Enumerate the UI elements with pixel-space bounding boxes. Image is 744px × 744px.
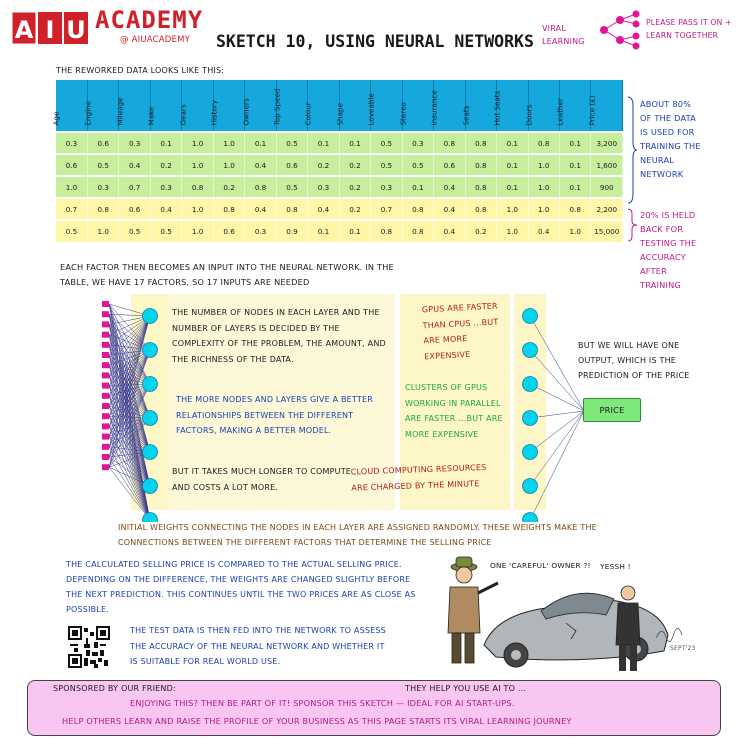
sponsor-label: SPONSORED BY OUR FRIEND:	[53, 684, 176, 693]
table-row	[56, 176, 623, 198]
table-cell: 0.8	[213, 198, 244, 220]
table-cell: 0.1	[560, 176, 591, 198]
testing-brace	[627, 208, 637, 242]
column-header-label: Age	[51, 111, 61, 126]
input-node	[102, 413, 109, 419]
test-data-note: THE TEST DATA IS THEN FED INTO THE NETWORK TO ASSESS THE ACCURACY OF THE NEURAL NETWORK AND WHETHER IT IS SUITABLE FOR REAL WORLD USE.	[130, 626, 386, 666]
column-header-label: Seats	[461, 105, 471, 126]
svg-text:U: U	[66, 16, 86, 44]
column-header-label: Doors	[524, 104, 534, 126]
column-header-label: Hot Seats	[492, 90, 502, 126]
table-cell: 0.8	[528, 132, 559, 154]
table-cell: 1.0	[560, 220, 591, 242]
table-cell: 1.0	[182, 220, 213, 242]
table-cell: 0.1	[560, 132, 591, 154]
input-node	[102, 454, 109, 460]
viral-network-icon	[598, 8, 644, 52]
hidden-node	[523, 343, 538, 358]
table-cell: 0.4	[434, 220, 465, 242]
speech-careful-owner: ONE 'CAREFUL' OWNER ?!	[490, 561, 591, 570]
table-cell: 0.2	[150, 154, 181, 176]
table-cell: 0.3	[56, 132, 87, 154]
table-cell: 0.8	[465, 132, 496, 154]
table-cell: 0.8	[245, 176, 276, 198]
table-cell: 0.7	[56, 198, 87, 220]
price-output-node: PRICE	[583, 398, 641, 422]
gpu-note: GPUS ARE FASTER THAN CPUS ...BUT ARE MORE EXPENSIVE	[421, 301, 499, 361]
table-cell: 0.8	[465, 176, 496, 198]
table-cell: 1.0	[528, 198, 559, 220]
table-cell: 0.6	[119, 198, 150, 220]
svg-text:A: A	[14, 16, 34, 44]
table-intro: THE REWORKED DATA LOOKS LIKE THIS:	[56, 66, 225, 75]
table-cell: 1.0	[56, 176, 87, 198]
table-cell: 0.4	[434, 198, 465, 220]
column-header	[83, 80, 118, 132]
table-cell: 0.7	[371, 198, 402, 220]
table-row	[56, 132, 623, 154]
input-node	[102, 393, 109, 399]
table-cell: 0.5	[276, 176, 307, 198]
input-node	[102, 321, 109, 327]
table-cell: 0.5	[371, 154, 402, 176]
hidden-node	[523, 445, 538, 460]
cost-note: BUT IT TAKES MUCH LONGER TO COMPUTE AND COSTS A LOT MORE.	[172, 467, 352, 492]
table-cell: 0.8	[276, 198, 307, 220]
table-cell: 0.5	[87, 154, 118, 176]
training-note: ABOUT 80% OF THE DATA IS USED FOR TRAINING THE NEURAL NETWORK	[640, 99, 701, 179]
table-cell: 0.5	[371, 132, 402, 154]
output-connection	[530, 411, 584, 486]
wrecked-car	[484, 593, 668, 667]
table-cell: 0.8	[182, 176, 213, 198]
table-row	[56, 198, 623, 220]
column-header-label: Engine	[83, 100, 93, 126]
hidden-node	[143, 479, 158, 494]
aiu-logo	[12, 8, 90, 46]
column-header-label: History	[209, 99, 219, 126]
table-header-row	[56, 80, 623, 132]
table-cell: 1.0	[87, 220, 118, 242]
input-node	[102, 434, 109, 440]
table-cell: 0.1	[308, 132, 339, 154]
table-cell: 0.4	[434, 176, 465, 198]
table-cell: 3,200	[591, 132, 623, 154]
factor-note: EACH FACTOR THEN BECOMES AN INPUT INTO THE NEURAL NETWORK. IN THE TABLE, WE HAVE 17 FACTORS, SO 17 INPUTS ARE NEEDED	[60, 262, 394, 287]
table-cell: 0.1	[150, 132, 181, 154]
table-cell: 0.6	[56, 154, 87, 176]
table-cell: 0.5	[56, 220, 87, 242]
table-cell: 0.1	[560, 154, 591, 176]
table-cell: 1.0	[182, 198, 213, 220]
table-cell: 0.1	[339, 220, 370, 242]
table-cell: 0.8	[560, 198, 591, 220]
table-cell: 0.4	[150, 198, 181, 220]
viral-learning-label: VIRAL LEARNING	[542, 24, 585, 46]
table-cell: 0.5	[402, 154, 433, 176]
output-connection	[530, 384, 584, 411]
hidden-node	[523, 377, 538, 392]
table-cell: 0.2	[339, 176, 370, 198]
table-cell: 1,600	[591, 154, 623, 176]
svg-text:I: I	[45, 16, 55, 44]
table-cell: 0.4	[308, 198, 339, 220]
table-cell: 1.0	[497, 220, 528, 242]
column-header-label: Price (£)	[587, 95, 597, 126]
pass-it-on-note: PLEASE PASS IT ON + LEARN TOGETHER	[646, 18, 732, 40]
table-cell: 0.3	[371, 176, 402, 198]
hidden-node	[523, 309, 538, 324]
column-header	[429, 80, 465, 132]
table-cell: 0.6	[87, 132, 118, 154]
table-cell: 0.2	[308, 154, 339, 176]
table-row	[56, 154, 623, 176]
one-output-note: BUT WE WILL HAVE ONE OUTPUT, WHICH IS THE PREDICTION OF THE PRICE	[578, 341, 690, 380]
table-cell: 0.2	[339, 198, 370, 220]
input-node	[102, 342, 109, 348]
hidden-node	[143, 411, 158, 426]
table-cell: 0.1	[497, 154, 528, 176]
sponsor-description: HELP OTHERS LEARN AND RAISE THE PROFILE OF YOUR BUSINESS AS THIS PAGE STARTS ITS VIRAL LEARNING JOURNEY	[62, 716, 572, 726]
column-header-label: Loveable	[366, 93, 376, 126]
column-header	[492, 80, 528, 132]
column-header-label: Leather	[555, 98, 565, 126]
table-cell: 0.4	[528, 220, 559, 242]
input-node	[102, 332, 109, 338]
table-cell: 0.6	[434, 154, 465, 176]
table-cell: 0.7	[119, 176, 150, 198]
table-cell: 1.0	[213, 154, 244, 176]
car-salesman-cartoon	[436, 553, 706, 678]
input-node	[102, 372, 109, 378]
column-header-label: Make	[146, 106, 156, 126]
table-cell: 0.8	[465, 198, 496, 220]
table-cell: 0.6	[213, 220, 244, 242]
column-header-label: Top Speed	[272, 88, 282, 126]
input-node	[102, 423, 109, 429]
input-node	[102, 301, 109, 307]
output-connection	[530, 350, 584, 411]
cloud-note: CLOUD COMPUTING RESOURCES ARE CHARGED BY THE MINUTE	[350, 462, 487, 493]
training-brace	[627, 96, 637, 204]
table-cell: 900	[591, 176, 623, 198]
output-connection	[530, 316, 584, 411]
table-cell: 0.8	[402, 220, 433, 242]
table-cell: 0.8	[402, 198, 433, 220]
output-connection	[530, 411, 584, 520]
table-cell: 2,200	[591, 198, 623, 220]
input-node	[102, 383, 109, 389]
table-cell: 0.2	[213, 176, 244, 198]
table-cell: 0.1	[497, 176, 528, 198]
table-cell: 0.3	[150, 176, 181, 198]
hidden-node	[143, 377, 158, 392]
gpu-cluster-note: CLUSTERS OF GPUS WORKING IN PARALLEL ARE FASTER ...BUT ARE MORE EXPENSIVE	[405, 383, 503, 439]
table-cell: 0.1	[308, 220, 339, 242]
column-header	[366, 80, 402, 132]
table-cell: 0.5	[119, 220, 150, 242]
sponsor-cta: ENJOYING THIS? THEN BE PART OF IT! SPONSOR THIS SKETCH — IDEAL FOR AI START-UPS.	[130, 698, 515, 708]
speech-yessh: YESSH !	[600, 562, 631, 571]
column-header-label: Mileage	[115, 97, 125, 126]
table-cell: 0.1	[339, 132, 370, 154]
table-cell: 1.0	[528, 154, 559, 176]
column-header-label: Insurance	[429, 90, 439, 126]
signature-date: SEPT'23	[670, 645, 696, 652]
column-header-label: Shape	[335, 102, 345, 126]
table-cell: 0.9	[276, 220, 307, 242]
column-header	[209, 80, 244, 132]
brand-name: ACADEMY	[95, 6, 204, 34]
table-cell: 0.4	[245, 198, 276, 220]
input-node	[102, 362, 109, 368]
column-header	[146, 80, 181, 132]
column-header-label: Stereo	[398, 102, 408, 126]
table-cell: 0.3	[308, 176, 339, 198]
table-cell: 0.1	[402, 176, 433, 198]
hidden-node	[523, 479, 538, 494]
table-cell: 0.8	[371, 220, 402, 242]
hidden-node	[143, 309, 158, 324]
input-node	[102, 444, 109, 450]
table-cell: 0.1	[245, 132, 276, 154]
table-cell: 0.2	[465, 220, 496, 242]
table-cell: 0.8	[465, 154, 496, 176]
table-cell: 0.3	[119, 132, 150, 154]
social-handle: @ AIUACADEMY	[120, 35, 191, 45]
weights-note: INITIAL WEIGHTS CONNECTING THE NODES IN EACH LAYER ARE ASSIGNED RANDOMLY. THESE WEIGHTS MAKE THE CONNECTIONS BETWEEN THE DIFFERENT FACTORS THAT DETERMINE THE SELLING PRICE	[118, 523, 597, 547]
table-cell: 0.5	[276, 132, 307, 154]
table-row	[56, 220, 623, 242]
testing-note: 20% IS HELD BACK FOR TESTING THE ACCURACY AFTER TRAINING	[640, 210, 697, 290]
qr-code[interactable]	[68, 626, 110, 668]
car-data-table	[51, 80, 623, 242]
input-node	[102, 464, 109, 470]
hidden-node	[143, 343, 158, 358]
table-cell: 1.0	[182, 154, 213, 176]
input-node	[102, 311, 109, 317]
table-cell: 1.0	[528, 176, 559, 198]
table-cell: 0.6	[276, 154, 307, 176]
hidden-node	[143, 445, 158, 460]
table-cell: 0.3	[402, 132, 433, 154]
column-header-label: Colour	[303, 102, 313, 126]
table-cell: 0.1	[497, 132, 528, 154]
column-header	[587, 80, 623, 132]
column-header-label: Gears	[178, 104, 188, 126]
table-cell: 0.4	[245, 154, 276, 176]
column-header	[303, 80, 339, 132]
input-node	[102, 403, 109, 409]
table-cell: 0.8	[87, 198, 118, 220]
better-model-note: THE MORE NODES AND LAYERS GIVE A BETTER RELATIONSHIPS BETWEEN THE DIFFERENT FACTORS, MAKING A BETTER MODEL.	[176, 395, 373, 435]
column-header-label: Owners	[241, 98, 251, 126]
calculation-note: THE CALCULATED SELLING PRICE IS COMPARED TO THE ACTUAL SELLING PRICE. DEPENDING ON THE DIFFERENCE, THE WEIGHTS ARE CHANGED SLIGHTLY BEFORE THE NEXT PREDICTION. THIS CONTINUES UNTIL THE TWO PRICES ARE AS CLOSE AS POSSIBLE.	[66, 560, 416, 614]
hidden-node	[523, 411, 538, 426]
table-cell: 0.3	[87, 176, 118, 198]
table-cell: 0.8	[434, 132, 465, 154]
table-cell: 0.2	[339, 154, 370, 176]
table-cell: 0.5	[150, 220, 181, 242]
sponsor-help-label: THEY HELP YOU USE AI TO ...	[405, 684, 527, 693]
input-node	[102, 352, 109, 358]
page-title: SKETCH 10, USING NEURAL NETWORKS	[216, 32, 534, 51]
table-cell: 15,000	[591, 220, 623, 242]
table-cell: 0.3	[245, 220, 276, 242]
table-cell: 1.0	[213, 132, 244, 154]
table-cell: 0.4	[119, 154, 150, 176]
table-cell: 1.0	[182, 132, 213, 154]
column-header	[555, 80, 591, 132]
table-cell: 1.0	[497, 198, 528, 220]
layers-note: THE NUMBER OF NODES IN EACH LAYER AND THE NUMBER OF LAYERS IS DECIDED BY THE COMPLEXITY OF THE PROBLEM, THE AMOUNT, AND THE RICHNESS OF THE DATA.	[172, 308, 386, 364]
